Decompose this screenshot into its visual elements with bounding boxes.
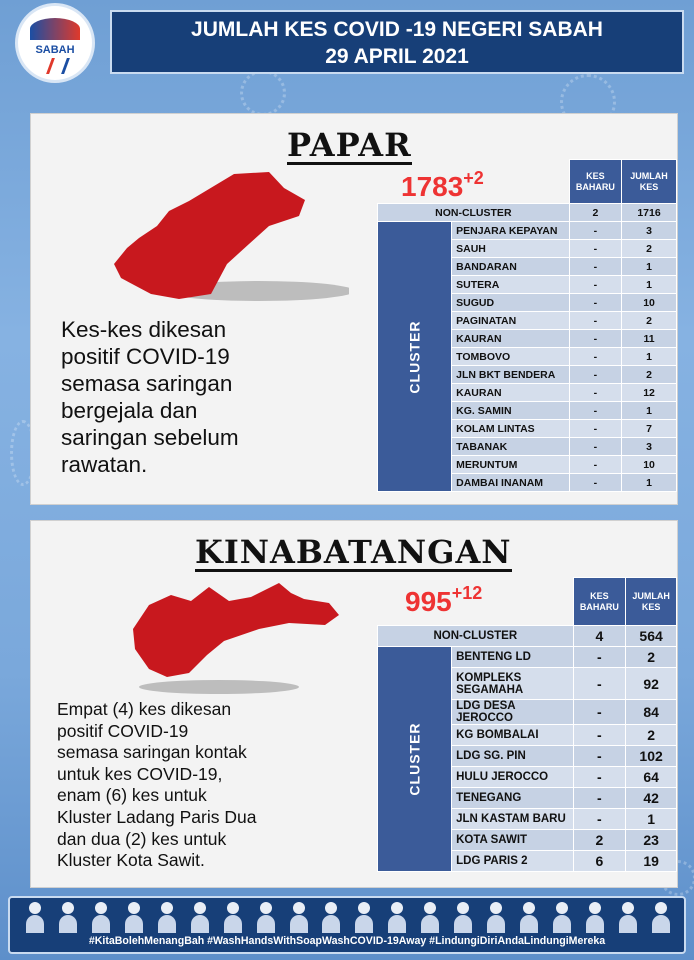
cluster-label bbox=[378, 647, 452, 872]
person-icon bbox=[59, 900, 77, 934]
cluster-new: - bbox=[569, 312, 621, 330]
virus-decoration bbox=[240, 70, 286, 116]
person-icon bbox=[619, 900, 637, 934]
cluster-name: JLN KASTAM BARU bbox=[452, 809, 573, 830]
cluster-name: KOTA SAWIT bbox=[452, 830, 573, 851]
cluster-total: 102 bbox=[626, 746, 677, 767]
cluster-total: 42 bbox=[626, 788, 677, 809]
district-name: KINABATANGAN bbox=[195, 533, 512, 571]
description-line: enam (6) kes untuk bbox=[57, 785, 207, 806]
cluster-total: 7 bbox=[622, 420, 677, 438]
description-line: Kes-kes dikesan bbox=[61, 317, 227, 342]
cluster-new: - bbox=[573, 809, 626, 830]
person-icon bbox=[553, 900, 571, 934]
cluster-new: - bbox=[569, 456, 621, 474]
logo-text: SABAH bbox=[35, 44, 75, 56]
cluster-name: JLN BKT BENDERA bbox=[452, 366, 570, 384]
cluster-total: 1 bbox=[622, 474, 677, 492]
cluster-name: TABANAK bbox=[452, 438, 570, 456]
table-row bbox=[378, 222, 677, 240]
cluster-total: 2 bbox=[622, 312, 677, 330]
total-value: 1783 bbox=[401, 171, 464, 202]
description-line: saringan sebelum bbox=[61, 425, 239, 450]
person-icon bbox=[92, 900, 110, 934]
cluster-new: - bbox=[573, 668, 626, 700]
description-line: Kluster Ladang Paris Dua bbox=[57, 806, 257, 827]
cluster-new: - bbox=[569, 348, 621, 366]
description-line: semasa saringan bbox=[61, 371, 233, 396]
non-cluster-new: 2 bbox=[569, 204, 621, 222]
non-cluster-row bbox=[378, 626, 677, 647]
cluster-total: 23 bbox=[626, 830, 677, 851]
cluster-total: 64 bbox=[626, 767, 677, 788]
cluster-name: SUGUD bbox=[452, 294, 570, 312]
cluster-name: BENTENG LD bbox=[452, 647, 573, 668]
cluster-total: 3 bbox=[622, 222, 677, 240]
logo-s-icon bbox=[46, 58, 70, 74]
non-cluster-row bbox=[378, 204, 677, 222]
person-icon bbox=[224, 900, 242, 934]
non-cluster-label: NON-CLUSTER bbox=[378, 204, 570, 222]
cluster-name: MERUNTUM bbox=[452, 456, 570, 474]
cluster-new: - bbox=[569, 294, 621, 312]
total-value: 995 bbox=[405, 586, 452, 617]
cluster-new: - bbox=[573, 746, 626, 767]
cluster-new: - bbox=[573, 788, 626, 809]
kinabatangan-cluster-table bbox=[377, 577, 677, 872]
cluster-label-text: CLUSTER bbox=[406, 319, 423, 394]
person-icon bbox=[355, 900, 373, 934]
person-icon bbox=[652, 900, 670, 934]
kinabatangan-description bbox=[57, 699, 256, 872]
cluster-name: PENJARA KEPAYAN bbox=[452, 222, 570, 240]
hashtags: #KitaBolehMenangBah #WashHandsWithSoapWashCOVID-19Away #LindungiDiriAndaLindungiMereka bbox=[88, 935, 606, 947]
non-cluster-label: NON-CLUSTER bbox=[378, 626, 574, 647]
cluster-total: 2 bbox=[626, 647, 677, 668]
description-line: positif COVID-19 bbox=[57, 720, 189, 741]
cluster-total: 2 bbox=[622, 366, 677, 384]
footer-banner bbox=[8, 896, 686, 954]
papar-panel bbox=[30, 113, 678, 505]
cluster-new: - bbox=[569, 240, 621, 258]
cluster-total: 11 bbox=[622, 330, 677, 348]
cluster-total: 1 bbox=[622, 276, 677, 294]
papar-cluster-table bbox=[377, 159, 677, 492]
person-icon bbox=[158, 900, 176, 934]
cluster-name: KAURAN bbox=[452, 330, 570, 348]
non-cluster-total: 1716 bbox=[622, 204, 677, 222]
description-line: dan dua (2) kes untuk bbox=[57, 828, 227, 849]
increase-value: +2 bbox=[463, 168, 484, 188]
cluster-total: 84 bbox=[626, 700, 677, 725]
cluster-total: 2 bbox=[622, 240, 677, 258]
cluster-name: SUTERA bbox=[452, 276, 570, 294]
cluster-total: 1 bbox=[622, 348, 677, 366]
person-icon bbox=[421, 900, 439, 934]
non-cluster-total: 564 bbox=[626, 626, 677, 647]
cluster-new: - bbox=[573, 767, 626, 788]
sabah-logo bbox=[18, 6, 92, 80]
cluster-new: - bbox=[569, 438, 621, 456]
cluster-name: PAGINATAN bbox=[452, 312, 570, 330]
papar-description bbox=[61, 316, 239, 478]
person-icon bbox=[388, 900, 406, 934]
cluster-total: 1 bbox=[622, 258, 677, 276]
papar-map bbox=[109, 166, 349, 306]
cluster-new: - bbox=[569, 384, 621, 402]
cluster-name: KOMPLEKS SEGAMAHA bbox=[452, 668, 573, 700]
person-icon bbox=[586, 900, 604, 934]
person-icon bbox=[191, 900, 209, 934]
person-icon bbox=[290, 900, 308, 934]
cluster-new: - bbox=[569, 258, 621, 276]
description-line: rawatan. bbox=[61, 452, 148, 477]
district-name: PAPAR bbox=[287, 126, 412, 164]
cluster-total: 1 bbox=[622, 402, 677, 420]
description-line: semasa saringan kontak bbox=[57, 742, 247, 763]
cluster-name: DAMBAI INANAM bbox=[452, 474, 570, 492]
kinabatangan-map bbox=[129, 577, 379, 697]
cluster-name: KAURAN bbox=[452, 384, 570, 402]
logo-mountain-icon bbox=[30, 18, 80, 40]
cluster-new: - bbox=[569, 276, 621, 294]
col-header-total: JUMLAH KES bbox=[622, 160, 677, 204]
cluster-total: 12 bbox=[622, 384, 677, 402]
map-shape bbox=[133, 583, 339, 677]
cluster-total: 3 bbox=[622, 438, 677, 456]
description-line: bergejala dan bbox=[61, 398, 198, 423]
cluster-name: TENEGANG bbox=[452, 788, 573, 809]
cluster-new: - bbox=[573, 700, 626, 725]
cluster-total: 1 bbox=[626, 809, 677, 830]
cluster-total: 2 bbox=[626, 725, 677, 746]
map-shape bbox=[114, 172, 305, 299]
increase-value: +12 bbox=[451, 583, 483, 603]
cluster-name: LDG PARIS 2 bbox=[452, 851, 573, 872]
non-cluster-new: 4 bbox=[573, 626, 626, 647]
kinabatangan-panel bbox=[30, 520, 678, 888]
page-header bbox=[110, 10, 684, 74]
cluster-new: - bbox=[569, 222, 621, 240]
cluster-new: - bbox=[569, 366, 621, 384]
cluster-label bbox=[378, 222, 452, 492]
cluster-name: LDG DESA JEROCCO bbox=[452, 700, 573, 725]
map-shadow bbox=[139, 680, 299, 694]
cluster-new: - bbox=[569, 420, 621, 438]
cluster-name: KOLAM LINTAS bbox=[452, 420, 570, 438]
cluster-name: KG BOMBALAI bbox=[452, 725, 573, 746]
cluster-total: 92 bbox=[626, 668, 677, 700]
person-icon bbox=[454, 900, 472, 934]
cluster-name: LDG SG. PIN bbox=[452, 746, 573, 767]
cluster-new: - bbox=[573, 725, 626, 746]
frontliners-illustration bbox=[26, 900, 670, 934]
cluster-name: SAUH bbox=[452, 240, 570, 258]
description-line: untuk kes COVID-19, bbox=[57, 763, 223, 784]
header-title: JUMLAH KES COVID -19 NEGERI SABAH bbox=[191, 18, 603, 41]
person-icon bbox=[520, 900, 538, 934]
cluster-name: BANDARAN bbox=[452, 258, 570, 276]
cluster-new: 2 bbox=[573, 830, 626, 851]
person-icon bbox=[125, 900, 143, 934]
cluster-total: 10 bbox=[622, 294, 677, 312]
person-icon bbox=[26, 900, 44, 934]
cluster-new: - bbox=[569, 330, 621, 348]
description-line: Kluster Kota Sawit. bbox=[57, 850, 205, 871]
cluster-new: 6 bbox=[573, 851, 626, 872]
cluster-name: TOMBOVO bbox=[452, 348, 570, 366]
description-line: Empat (4) kes dikesan bbox=[57, 699, 232, 719]
cluster-name: HULU JEROCCO bbox=[452, 767, 573, 788]
description-line: positif COVID-19 bbox=[61, 344, 230, 369]
cluster-new: - bbox=[569, 474, 621, 492]
person-icon bbox=[322, 900, 340, 934]
cluster-new: - bbox=[569, 402, 621, 420]
cluster-label-text: CLUSTER bbox=[406, 722, 423, 796]
header-date: 29 APRIL 2021 bbox=[325, 45, 469, 68]
col-header-new: KES BAHARU bbox=[573, 578, 626, 626]
col-header-total: JUMLAH KES bbox=[626, 578, 677, 626]
cluster-total: 19 bbox=[626, 851, 677, 872]
person-icon bbox=[257, 900, 275, 934]
table-row bbox=[378, 647, 677, 668]
person-icon bbox=[487, 900, 505, 934]
cluster-name: KG. SAMIN bbox=[452, 402, 570, 420]
cluster-total: 10 bbox=[622, 456, 677, 474]
col-header-new: KES BAHARU bbox=[569, 160, 621, 204]
cluster-new: - bbox=[573, 647, 626, 668]
